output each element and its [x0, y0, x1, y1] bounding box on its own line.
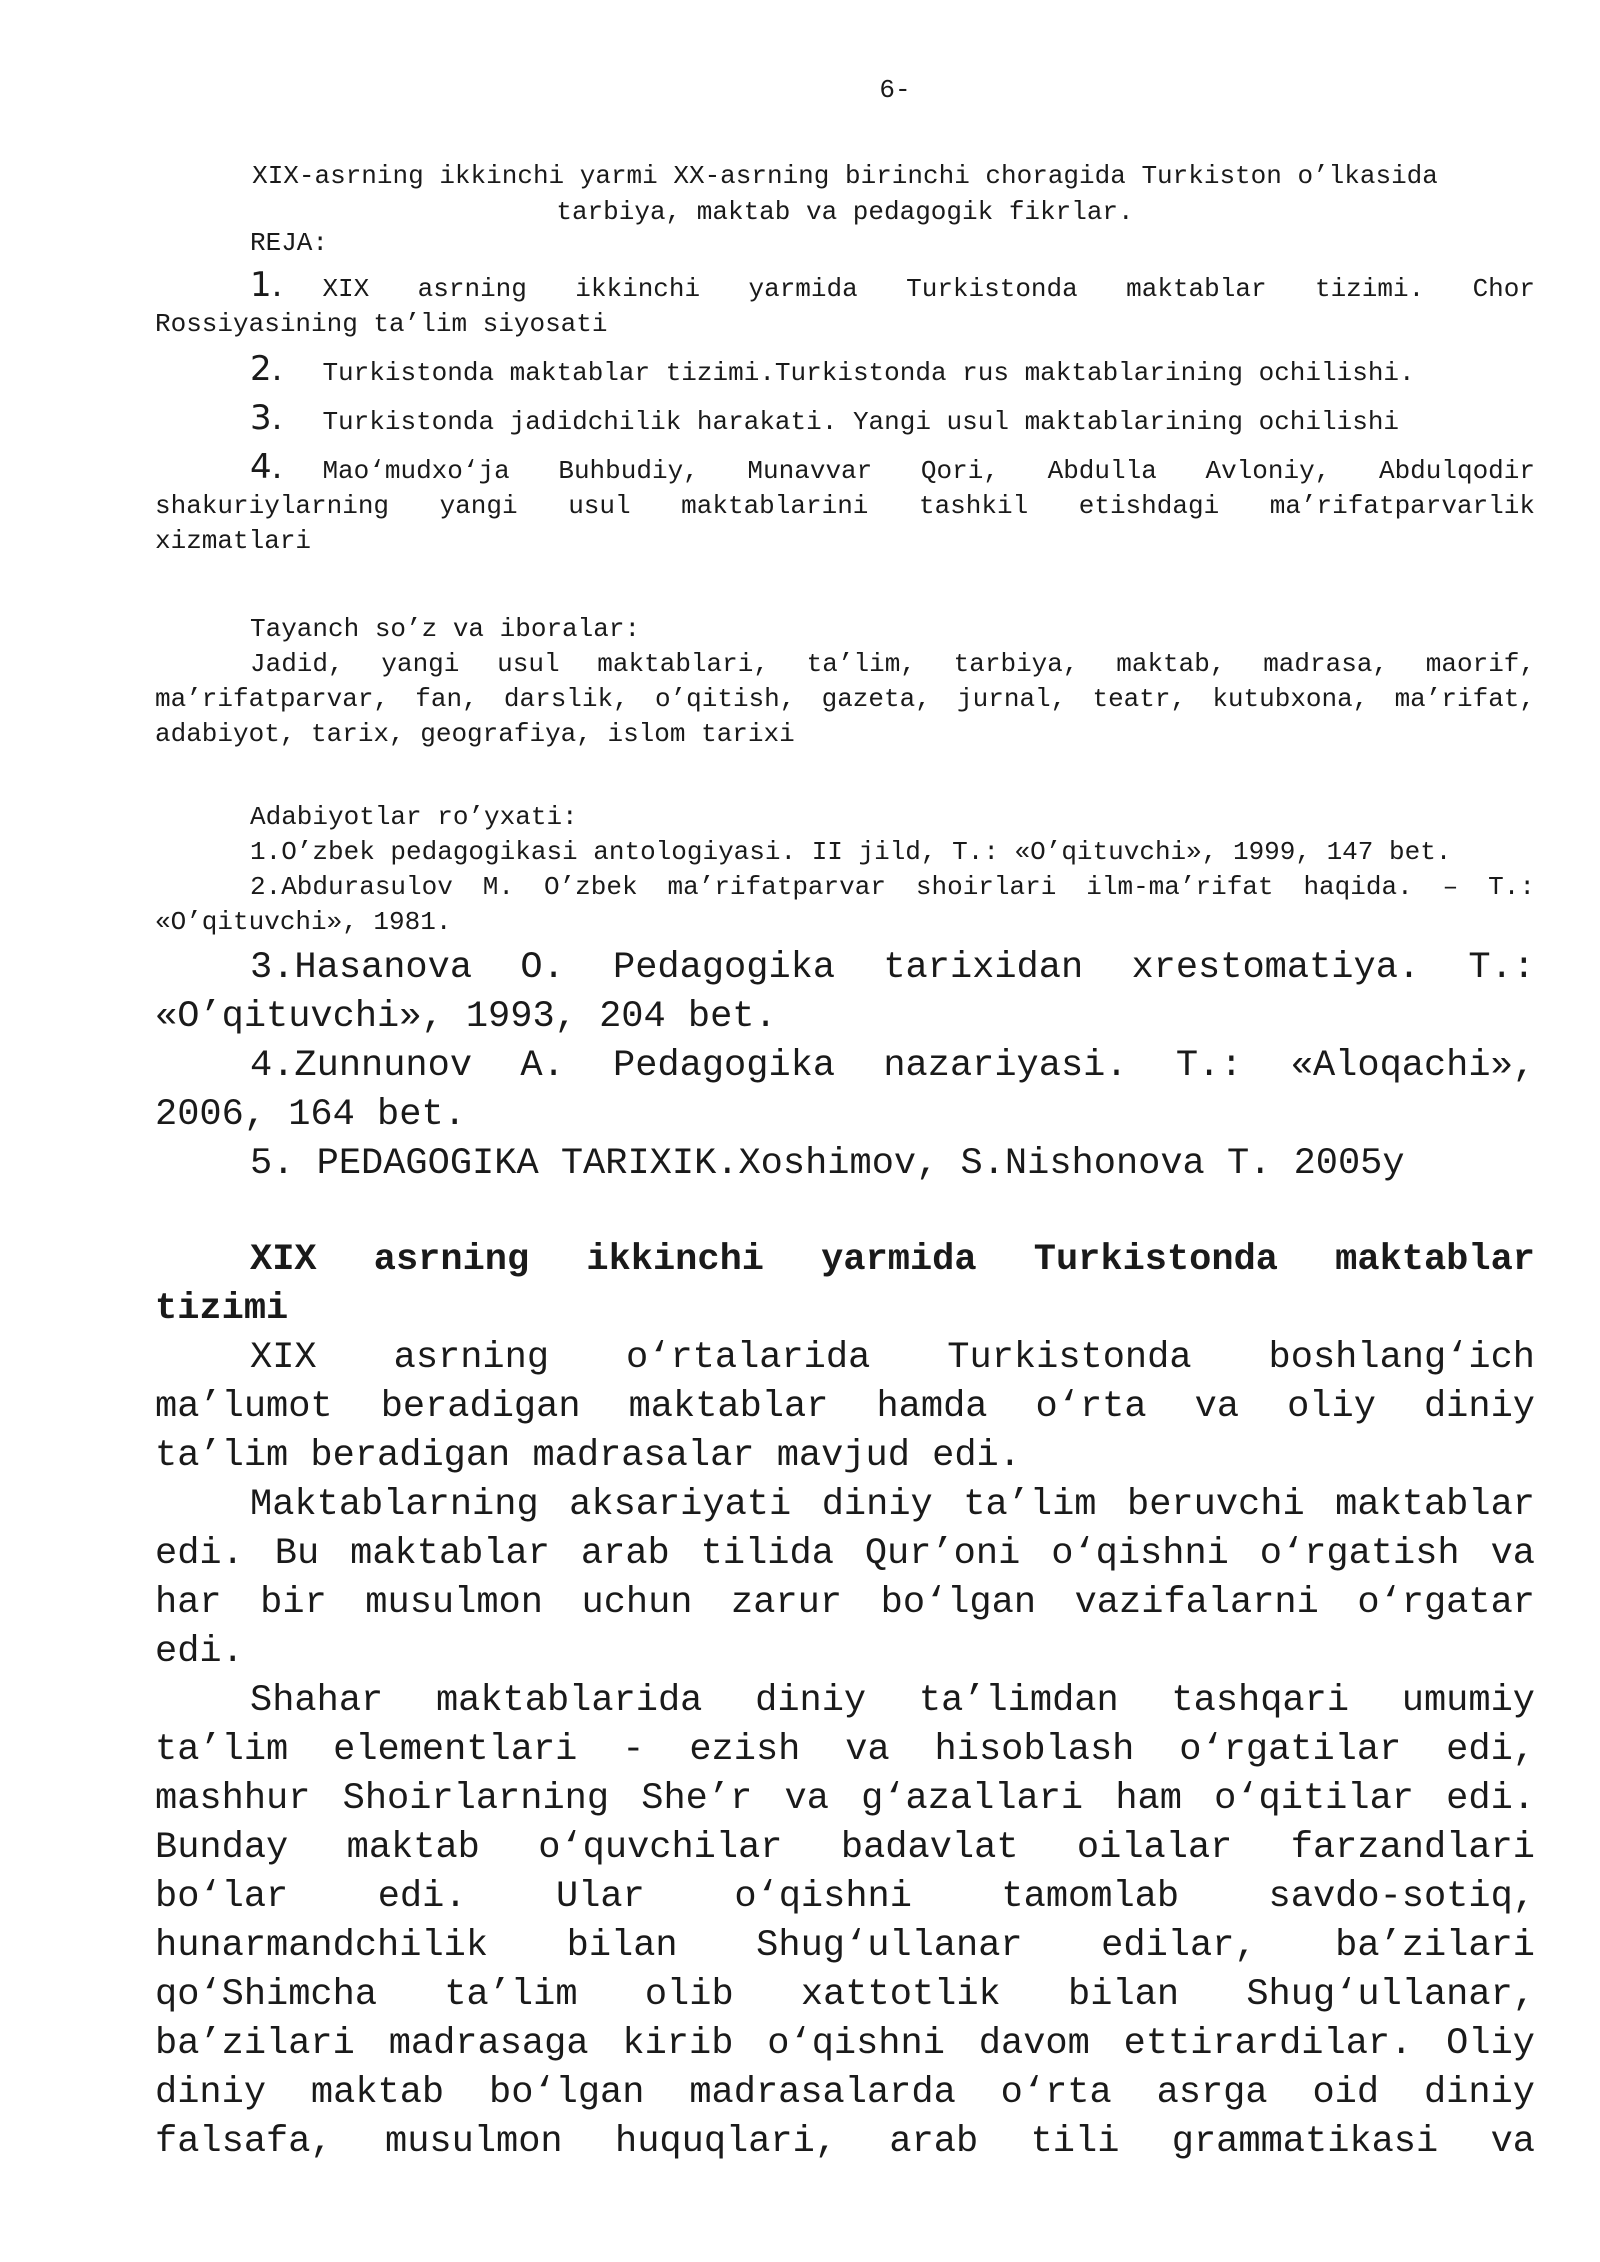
paragraph-line: bo‘lar edi. Ular o‘qishni tamomlab savdo-sotiq,: [155, 1876, 1535, 1918]
plan-item-4: [155, 447, 1535, 559]
title-line: XIX-asrning ikkinchi yarmi XX-asrning birinchi choragida Turkiston o’lkasida: [252, 161, 1438, 191]
plan-item-3: [155, 398, 1535, 440]
references-label: Adabiyotlar ro’yxati:: [250, 802, 578, 832]
plan-item-2: [155, 349, 1535, 391]
section-heading: [155, 1236, 1535, 1334]
section-heading-line: tizimi: [155, 1288, 289, 1330]
reference-item: «O’qituvchi», 1981.: [155, 907, 452, 937]
keywords-line: adabiyot, tarix, geografiya, islom tarixi: [155, 719, 795, 749]
paragraph-line: edi.: [155, 1631, 244, 1673]
plan-item-text: Turkistonda jadidchilik harakati. Yangi usul maktablarining ochilishi: [322, 407, 1400, 437]
plan-item-number: 4.: [250, 447, 283, 487]
plan-item-number: 3.: [250, 398, 283, 438]
paragraph-line: har bir musulmon uchun zarur bo‘lgan vazifalarni o‘rgatar: [155, 1582, 1535, 1624]
keywords-block: [155, 612, 1535, 752]
reference-item: «O’qituvchi», 1993, 204 bet.: [155, 996, 777, 1038]
plan-item-text: shakuriylarning yangi usul maktablarini tashkil etishdagi ma’rifatparvarlik: [155, 491, 1535, 521]
keywords-line: ma’rifatparvar, fan, darslik, o’qitish, gazeta, jurnal, teatr, kutubxona, ma’rifat,: [155, 684, 1535, 714]
page-number: 6-: [879, 75, 911, 105]
plan-item-text: Mao‘mudxo‘ja Buhbudiy, Munavvar Qori, Abdulla Avloniy, Abdulqodir: [322, 456, 1535, 486]
reference-item: 2006, 164 bet.: [155, 1094, 466, 1136]
paragraph-3: [155, 1677, 1535, 2167]
paragraph-line: diniy maktab bo‘lgan madrasalarda o‘rta asrga oid diniy: [155, 2072, 1535, 2114]
reference-item: 5. PEDAGOGIKA TARIXIK.Xoshimov, S.Nishonova T. 2005y: [250, 1143, 1405, 1185]
paragraph-line: Maktablarning aksariyati diniy ta’lim beruvchi maktablar: [250, 1484, 1535, 1526]
plan-item-text: Turkistonda maktablar tizimi.Turkistonda rus maktablarining ochilishi.: [322, 358, 1415, 388]
paragraph-line: hunarmandchilik bilan Shug‘ullanar edilar, ba’zilari: [155, 1925, 1535, 1967]
paragraph-1: [155, 1334, 1535, 1481]
paragraph-line: qo‘Shimcha ta’lim olib xattotlik bilan Shug‘ullanar,: [155, 1974, 1535, 2016]
paragraph-line: ma’lumot beradigan maktablar hamda o‘rta va oliy diniy: [155, 1386, 1535, 1428]
paragraph-line: falsafa, musulmon huquqlari, arab tili grammatikasi va: [155, 2121, 1535, 2163]
paragraph-line: ta’lim beradigan madrasalar mavjud edi.: [155, 1435, 1021, 1477]
reference-item: 2.Abdurasulov M. O’zbek ma’rifatparvar shoirlari ilm-ma’rifat haqida. – T.:: [250, 872, 1535, 902]
plan-item-text: Rossiyasining ta’lim siyosati: [155, 309, 608, 339]
document-title: [155, 158, 1535, 230]
paragraph-line: Shahar maktablarida diniy ta’limdan tashqari umumiy: [250, 1680, 1535, 1722]
paragraph-line: Bunday maktab o‘quvchilar badavlat oilalar farzandlari: [155, 1827, 1535, 1869]
section-heading-line: XIX asrning ikkinchi yarmida Turkistonda maktablar: [250, 1239, 1535, 1281]
title-line: tarbiya, maktab va pedagogik fikrlar.: [556, 197, 1134, 227]
reference-item: 3.Hasanova O. Pedagogika tarixidan xrestomatiya. T.:: [250, 947, 1535, 989]
keywords-label: Tayanch so’z va iboralar:: [250, 614, 641, 644]
reference-item: 1.O’zbek pedagogikasi antologiyasi. II jild, T.: «O’qituvchi», 1999, 147 bet.: [250, 837, 1452, 867]
plan-item-text: XIX asrning ikkinchi yarmida Turkistonda maktablar tizimi. Chor: [322, 274, 1535, 304]
paragraph-line: XIX asrning o‘rtalarida Turkistonda boshlang‘ich: [250, 1337, 1535, 1379]
paragraph-line: mashhur Shoirlarning She’r va g‘azallari ham o‘qitilar edi.: [155, 1778, 1535, 1820]
paragraph-line: ba’zilari madrasaga kirib o‘qishni davom ettirardilar. Oliy: [155, 2023, 1535, 2065]
plan-label: REJA:: [250, 228, 329, 258]
keywords-line: Jadid, yangi usul maktablari, ta’lim, tarbiya, maktab, madrasa, maorif,: [250, 649, 1535, 679]
plan-item-number: 2.: [250, 349, 283, 389]
paragraph-line: edi. Bu maktablar arab tilida Qur’oni o‘qishni o‘rgatish va: [155, 1533, 1535, 1575]
plan-item-number: 1.: [250, 265, 283, 305]
references-block: [155, 800, 1535, 940]
plan-item-text: xizmatlari: [155, 526, 312, 556]
references-large-block: [155, 944, 1535, 1189]
plan-item-1: [155, 265, 1535, 342]
reference-item: 4.Zunnunov A. Pedagogika nazariyasi. T.: «Aloqachi»,: [250, 1045, 1535, 1087]
paragraph-line: ta’lim elementlari - ezish va hisoblash o‘rgatilar edi,: [155, 1729, 1535, 1771]
paragraph-2: [155, 1481, 1535, 1677]
